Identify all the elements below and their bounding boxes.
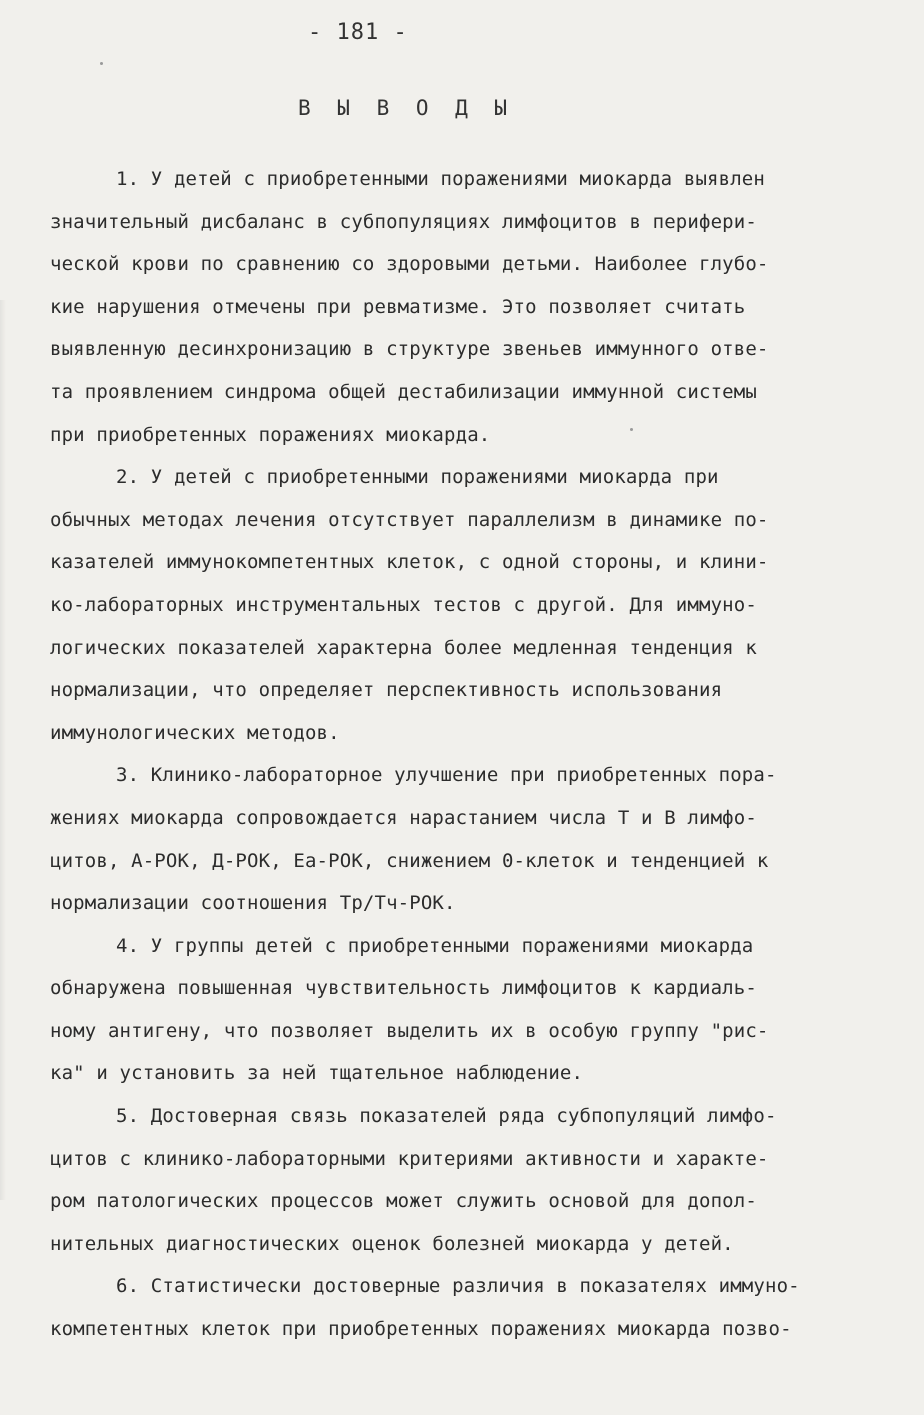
text-line: обнаружена повышенная чувствительность лимфоцитов к кардиаль- — [50, 977, 757, 1000]
conclusion-paragraph-5 — [50, 1095, 880, 1265]
text-line: иммунологических методов. — [50, 721, 340, 744]
page-number: - 181 - — [308, 20, 408, 45]
conclusion-paragraph-4 — [50, 925, 880, 1095]
text-line: кие нарушения отмечены при ревматизме. Это позволяет считать — [50, 295, 746, 318]
text-line: 4. У группы детей с приобретенными поражениями миокарда — [116, 934, 754, 957]
text-line: при приобретенных поражениях миокарда. — [50, 423, 491, 446]
scan-edge-shadow — [0, 300, 6, 1200]
text-line: 3. Клинико-лабораторное улучшение при приобретенных пора- — [116, 764, 777, 787]
text-line: логических показателей характерна более медленная тенденция к — [50, 636, 757, 659]
text-line: казателей иммунокомпетентных клеток, с одной стороны, и клини- — [50, 551, 769, 574]
conclusion-paragraph-1 — [50, 158, 880, 456]
text-line: значительный дисбаланс в субпопуляциях лимфоцитов в перифери- — [50, 210, 757, 233]
text-line: 6. Статистически достоверные различия в показателях иммуно- — [116, 1275, 800, 1298]
text-line: компетентных клеток при приобретенных поражениях миокарда позво- — [50, 1318, 792, 1341]
text-line: ром патологических процессов может служить основой для допол- — [50, 1190, 757, 1213]
text-line: нительных диагностических оценок болезней миокарда у детей. — [50, 1232, 734, 1255]
text-line: 1. У детей с приобретенными поражениями миокарда выявлен — [116, 168, 765, 190]
section-heading: В Ы В О Д Ы — [298, 96, 515, 120]
text-line: обычных методах лечения отсутствует параллелизм в динамике по- — [50, 508, 769, 531]
conclusion-paragraph-2 — [50, 456, 880, 754]
conclusions-body — [50, 158, 880, 1351]
text-line: та проявлением синдрома общей дестабилизации иммунной системы — [50, 380, 757, 403]
text-line: жениях миокарда сопровождается нарастанием числа Т и В лимфо- — [50, 806, 757, 829]
text-line: ко-лабораторных инструментальных тестов с другой. Для иммуно- — [50, 593, 757, 616]
text-line: 5. Достоверная связь показателей ряда субпопуляций лимфо- — [116, 1105, 777, 1128]
text-line: цитов с клинико-лабораторными критериями активности и характе- — [50, 1147, 769, 1170]
text-line: цитов, А-РОК, Д-РОК, Еа-РОК, снижением 0-клеток и тенденцией к — [50, 849, 769, 872]
text-line: нормализации соотношения Тр/Тч-РОК. — [50, 892, 456, 915]
text-line: 2. У детей с приобретенными поражениями миокарда при — [116, 466, 719, 489]
conclusion-paragraph-6 — [50, 1265, 880, 1350]
text-line: ному антигену, что позволяет выделить их в особую группу "рис- — [50, 1019, 769, 1042]
text-line: нормализации, что определяет перспективность использования — [50, 679, 723, 702]
conclusion-paragraph-3 — [50, 754, 880, 924]
text-line: ческой крови по сравнению со здоровыми детьми. Наиболее глубо- — [50, 253, 769, 276]
text-line: выявленную десинхронизацию в структуре звеньев иммунного отве- — [50, 338, 769, 361]
text-line: ка" и установить за ней тщательное наблюдение. — [50, 1062, 584, 1085]
scan-speck — [100, 62, 103, 65]
